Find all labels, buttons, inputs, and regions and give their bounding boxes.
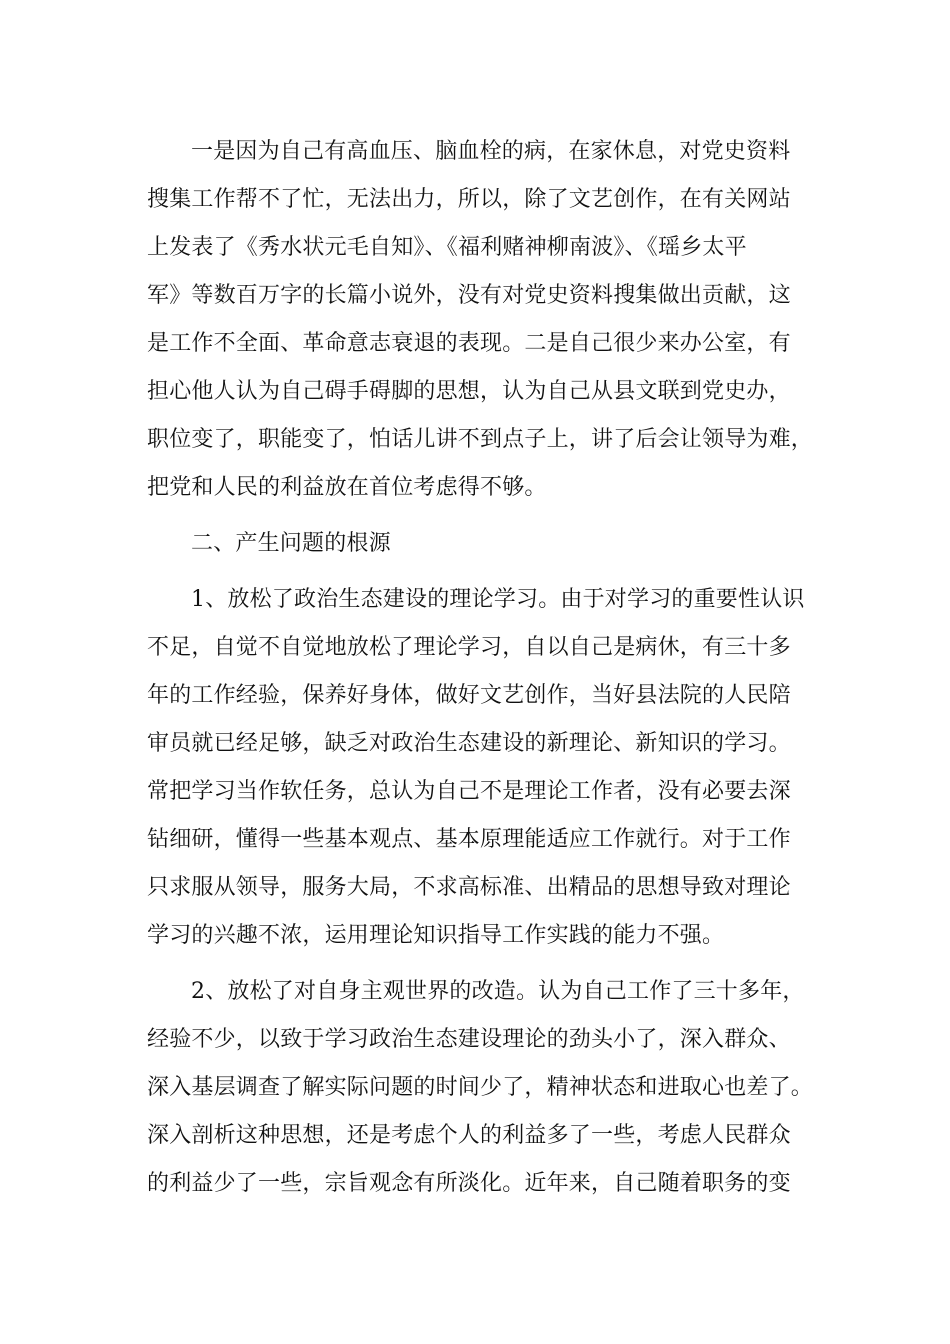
section-heading: 二、产生问题的根源 — [191, 531, 391, 556]
text-line: 深入基层调查了解实际问题的时间少了，精神状态和进取心也差了。 — [147, 1075, 814, 1100]
text-line: 钻细研，懂得一些基本观点、基本原理能适应工作就行。对于工作 — [147, 827, 791, 852]
text-line: 是工作不全面、革命意志衰退的表现。二是自己很少来办公室，有 — [147, 331, 791, 356]
text-line: 军》等数百万字的长篇小说外，没有对党史资料搜集做出贡献，这 — [147, 283, 791, 308]
text-line: 深入剖析这种思想，还是考虑个人的利益多了一些，考虑人民群众 — [147, 1123, 791, 1148]
text-line: 审员就已经足够，缺乏对政治生态建设的新理论、新知识的学习。 — [147, 731, 791, 756]
text-line: 只求服从领导，服务大局，不求高标准、出精品的思想导致对理论 — [147, 875, 791, 900]
text-line: 年的工作经验，保养好身体，做好文艺创作，当好县法院的人民陪 — [147, 683, 791, 708]
text-line: 一是因为自己有高血压、脑血栓的病，在家休息，对党史资料 — [191, 139, 791, 164]
text-line: 不足，自觉不自觉地放松了理论学习，自以自己是病休，有三十多 — [147, 635, 791, 660]
text-line: 搜集工作帮不了忙，无法出力，所以，除了文艺创作，在有关网站 — [147, 187, 791, 212]
text-line: 常把学习当作软任务，总认为自己不是理论工作者，没有必要去深 — [147, 779, 791, 804]
text-line: 经验不少，以致于学习政治生态建设理论的劲头小了，深入群众、 — [147, 1027, 791, 1052]
text-line: 1、放松了政治生态建设的理论学习。由于对学习的重要性认识 — [191, 587, 805, 612]
text-line: 2、放松了对自身主观世界的改造。认为自己工作了三十多年， — [191, 979, 805, 1004]
text-line: 职位变了，职能变了，怕话儿讲不到点子上，讲了后会让领导为难， — [147, 427, 814, 452]
text-line: 把党和人民的利益放在首位考虑得不够。 — [147, 475, 547, 500]
text-line: 学习的兴趣不浓，运用理论知识指导工作实践的能力不强。 — [147, 923, 725, 948]
text-line: 上发表了《秀水状元毛自知》、《福利赌神柳南波》、《瑶乡太平 — [147, 235, 747, 260]
text-line: 担心他人认为自己碍手碍脚的思想，认为自己从县文联到党史办， — [147, 379, 791, 404]
text-line: 的利益少了一些，宗旨观念有所淡化。近年来，自己随着职务的变 — [147, 1171, 791, 1196]
